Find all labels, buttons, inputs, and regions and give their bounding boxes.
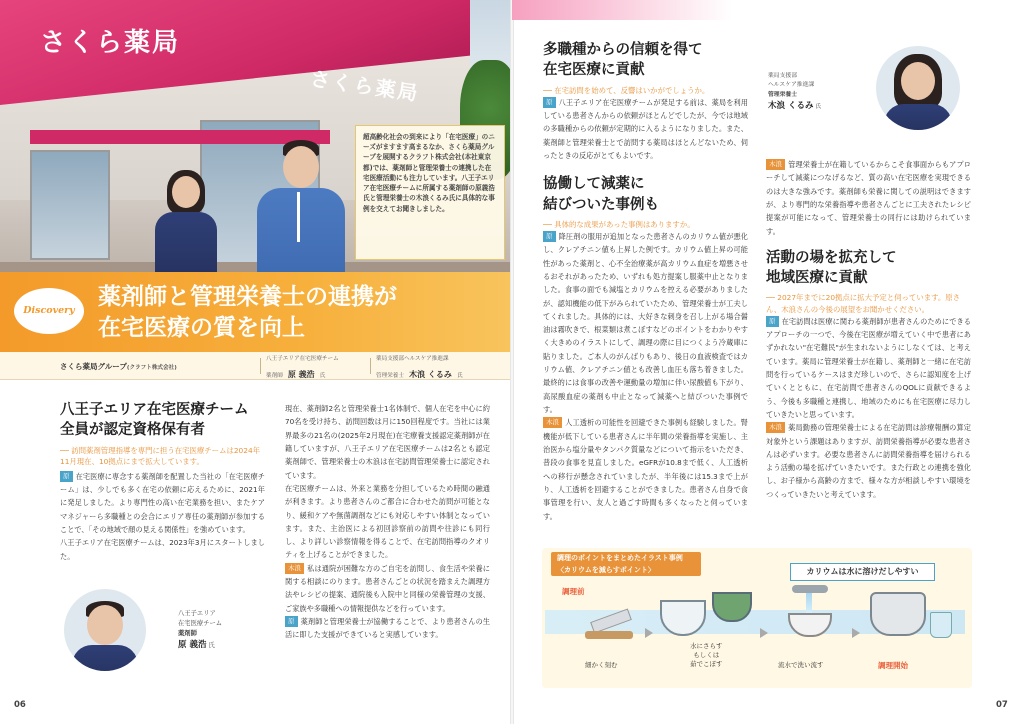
speaker-tag-hara: 原 — [543, 97, 556, 108]
section-heading — [766, 248, 971, 289]
section-heading — [543, 40, 748, 81]
profile-dept: 在宅医療チーム — [178, 620, 223, 628]
person-hara — [255, 140, 345, 290]
spine — [510, 0, 514, 724]
speaker-tag-hara: 原 — [543, 231, 556, 242]
label-step2-line: 水にさらす — [690, 642, 723, 650]
profile-card-kinami — [768, 44, 958, 132]
label-step1: 細かく刻む — [585, 661, 618, 669]
illustration-header-line: 〈カリウムを減らすポイント〉 — [557, 566, 655, 574]
paragraph: 在宅医療チームは、外来と業務を分担しているため時間の融通が利きます。より患者さんのご都合に合わせた訪問が可能となり、緩和ケアや無菌調剤などにも対応しやすい体制となっています。また、主治医による初回診察前の訪問や往診にも同行し、より詳しい診察情報を得ることで、在宅訪問指導のクオリティを上げることができました。 — [285, 483, 490, 560]
paragraph-text: 薬剤師と管理栄養士が協働することで、より患者さんの生活に即した支援ができていると実感しています。 — [285, 617, 490, 640]
heading-line: 在宅医療に貢献 — [543, 62, 645, 79]
profile-dept: 薬局支援部 — [768, 73, 797, 79]
speaker-tag-hara: 原 — [60, 471, 73, 482]
illustration-callout: カリウムは水に溶けだしやすい — [790, 563, 935, 581]
avatar-kinami — [876, 46, 960, 130]
paragraph-text: 私は通院が困難な方のご自宅を訪問し、食生活や栄養に関する相談にのります。患者さんごとの状況を踏まえた調理方法やレシピの提案、通院後も入院中と同様の栄養管理の支援、ご家族や多職種への情報提供などを行っています。 — [285, 563, 490, 613]
paragraph — [766, 315, 971, 422]
credit-person-1 — [266, 354, 339, 381]
title-line-1: 薬剤師と管理栄養士の連携が — [98, 284, 397, 310]
section-question: ── 2027年までに20拠点に拡大予定と伺っています。原さん、木浪さんの今後の展望をお聞かせください。 — [766, 293, 961, 314]
paragraph — [285, 562, 490, 615]
credit-p2-dept: 薬局支援部ヘルスケア推進課 — [376, 356, 449, 362]
credit-p1-suffix: 氏 — [319, 373, 326, 379]
paragraph-text: 人工透析の可能性を回避できた事例も経験しました。腎機能が低下している患者さんに半年間の栄養指導を実施し、主治医から塩分量やタンパク質量などについて指示をいただき、普段の食事を見直しました。eGFRが10.8まで低く、人工透析への移行が懸念されていましたが、半年後には15.3まで上がり、人工透析を回避することができました。患者さん自身で食事管理を行い、友人と過ごす時間も多くなったと伺っています。 — [543, 418, 748, 521]
credit-group-name: さくら薬局グループ — [60, 362, 127, 371]
paragraph-text: 降圧剤の服用が追加となった患者さんのカリウム値が悪化し、クレアチニン値も上昇した例です。カリウム値上昇の可能性があった薬剤と、心不全治療薬が高カリウム血症を増悪させるおそれがあったため、いずれも処方提案し服薬中止となりました。食事の面でも減塩とカリウムを控える必要がありましたが、認知機能の低下がみられていたため、管理栄養士が工夫してくれました。具体的には、大好きな刺身を召し上がる場合醤油は霧吹きで、根菜類は煮こぼすなどのポイントをわかりやすく大きめのイラストにして、調理の際に目につくよう冷蔵庫に貼りました。ご本人のがんばりもあり、後日の血液検査ではカリウム値、クレアチニン値とも改善し血圧も落ち着きました。最終的には食事の改善や運動量の増加に伴い尿酸値も下がり、高尿酸血症の薬剤も中止となって減薬へと結びついた事例です。 — [543, 231, 748, 415]
cup-icon — [930, 612, 952, 638]
paragraph — [766, 158, 971, 238]
label-step3: 流水で洗い流す — [778, 661, 824, 669]
profile-name: 原 義浩 — [178, 640, 207, 651]
page-title — [98, 282, 397, 344]
credit-group — [60, 361, 177, 372]
arrow-right-icon — [645, 628, 653, 638]
speaker-tag-kinami: 木浪 — [766, 159, 785, 170]
section-heading — [60, 400, 265, 441]
illustration-header — [551, 552, 701, 576]
page-number-left: 06 — [14, 700, 26, 710]
label-before: 調理前 — [562, 587, 585, 596]
credit-p1-name: 原 義浩 — [287, 370, 315, 379]
credit-divider — [260, 358, 261, 374]
section-heading — [543, 174, 748, 215]
left-column-2 — [285, 402, 490, 642]
pharmacy-sign-text: さくら薬局 — [40, 28, 181, 58]
paragraph: 現在、薬剤師2名と管理栄養士1名体制で、個人在宅を中心に約70名を受け持ち、訪問回数は月に150回程度です。当社には業界最多の21名の(2025年2月現在)在宅療養支援認定薬剤師が在籍していますが、八王子エリア在宅医療チームは2名とも認定薬剤師で、管理栄養士の木浪は在宅訪問管理栄養士に認定されています。 — [285, 404, 490, 480]
credit-group-sub: (クラフト株式会社) — [126, 365, 177, 371]
credit-p1-role: 薬剤師 — [266, 373, 283, 379]
arrow-right-icon — [852, 628, 860, 638]
paragraph — [766, 421, 971, 501]
paragraph — [543, 96, 748, 163]
pharmacy-sign-text-2: さくら薬局 — [308, 66, 421, 106]
paragraph — [285, 615, 490, 642]
speaker-tag-kinami: 木浪 — [766, 422, 785, 433]
discovery-badge: Discovery — [14, 288, 84, 334]
paragraph-text: 在宅訪問は医療に関わる薬剤師が患者さんのためにできるアプローチの一つで、今後在宅医療が増えていく中で患者にあずかれない"在宅難民"が生まれないようにしなくては、と考えています。薬局に管理栄養士が在籍し、薬剤師と一緒に在宅訪問を行っているケースはまだ珍しいので、さらに認知度を上げていくとともに、在宅訪問で患者さんのQOLに貢献できるよう、今後も多職種と連携し、地域のためにも在宅医療に尽力していきたいと思っています。 — [766, 316, 971, 419]
heading-line: 八王子エリア在宅医療チーム — [60, 402, 249, 418]
profile-name: 木浪 くるみ — [768, 100, 814, 111]
heading-line: 活動の場を拡充して — [766, 249, 897, 266]
avatar-hara — [64, 589, 146, 671]
title-line-2: 在宅医療の質を向上 — [98, 315, 305, 342]
heading-line: 結びついた事例も — [543, 196, 659, 213]
page-number-right: 07 — [996, 700, 1008, 710]
credit-p2-role: 管理栄養士 — [376, 373, 404, 379]
right-column-1 — [543, 40, 748, 523]
speaker-tag-hara: 原 — [766, 316, 779, 327]
heading-line: 全員が認定資格保有者 — [60, 422, 205, 439]
section-question: ── 訪問薬剤管理指導を専門に担う在宅医療チームは2024年11月現在、10拠点にまで拡大しています。 — [60, 445, 261, 466]
paragraph: 八王子エリア在宅医療チームは、2023年3月にスタートしました。 — [60, 538, 265, 561]
credit-p1-dept: 八王子エリア在宅医療チーム — [266, 356, 339, 362]
heading-line: 協働して減薬に — [543, 176, 645, 193]
paragraph-text: 在宅医療に専念する薬剤師を配置した当社の「在宅医療チーム」は、少しでも多く在宅の依頼に応えるために、2021年に発足しました。より専門性の高い在宅業務を担い、またケアマネジャーら多職種との会合にエリア専任の薬剤師が参加することで、「その地域で顔の見える関係性」を強めています。 — [60, 471, 265, 535]
profile-suffix: 氏 — [208, 642, 215, 650]
heading-line: 多職種からの信頼を得て — [543, 42, 703, 58]
label-step2 — [690, 642, 723, 669]
profile-dept: ヘルスケア推進課 — [768, 82, 815, 89]
profile-card-hara — [60, 585, 270, 685]
paragraph-text: 八王子エリア在宅医療チームが発足する前は、薬局を利用している患者さんからの依頼がほとんどでしたが、今では地域の多職種からの依頼が定期的に入るようになりました。また、薬剤師と管理栄養士とで訪問する薬局はほとんどないため、伺ったときの反応がとてもよいです。 — [543, 97, 748, 160]
left-column-1 — [60, 400, 265, 563]
profile-text — [178, 609, 222, 653]
section-question: ── 在宅訪問を始めて、反響はいかがでしょうか。 — [543, 85, 710, 95]
paragraph-text: 薬局勤務の管理栄養士による在宅訪問は診療報酬の算定対象外という課題はありますが、訪問栄養指導が必要な患者さんは必ずいます。必要な患者さんに訪問栄養指導を届けられるよう活動の場を拡げていきたいです。また行政との連携を強化し、お子様から高齢の方まで、様々な方が相談しやすい環境をつくっていきたいと考えています。 — [766, 423, 971, 499]
knife-icon — [585, 605, 635, 645]
speaker-tag-hara: 原 — [285, 616, 298, 627]
speaker-tag-kinami: 木浪 — [543, 417, 562, 428]
profile-text — [768, 72, 821, 113]
illustration-header-line: 調理のポイントをまとめたイラスト事例 — [557, 554, 683, 562]
profile-dept: 八王子エリア — [178, 610, 216, 617]
heading-line: 地域医療に貢献 — [766, 270, 868, 287]
speaker-tag-kinami: 木浪 — [285, 563, 304, 574]
paragraph — [60, 470, 265, 537]
faucet-icon — [782, 585, 842, 640]
label-start: 調理開始 — [878, 661, 908, 670]
credit-p2-name: 木浪 くるみ — [409, 370, 452, 379]
arrow-right-icon — [760, 628, 768, 638]
right-column-2 — [766, 158, 971, 501]
label-step2-line: もしくは — [693, 651, 720, 660]
section-question: ── 具体的な成果があった事例はありますか。 — [543, 219, 695, 229]
credit-person-2 — [376, 354, 463, 381]
label-step2-line: 茹でこぼす — [690, 660, 723, 669]
profile-role: 管理栄養士 — [768, 91, 797, 98]
profile-role: 薬剤師 — [178, 630, 197, 638]
top-accent — [512, 0, 732, 20]
paragraph — [543, 416, 748, 523]
credit-p2-suffix: 氏 — [456, 373, 463, 379]
credit-divider — [370, 358, 371, 374]
paragraph — [543, 230, 748, 416]
cooking-pot-icon — [870, 592, 926, 636]
paragraph-text: 管理栄養士が在籍しているからこそ食事面からもアプローチして減薬につなげるなど、質の高い在宅医療を実現できるのは大きな強みです。薬剤師も栄養に関しての説明はできますが、より専門的な栄養指導や患者さんごとに工夫されたレシピ提案が可能になって、管理栄養士の同行には助けられています。 — [766, 160, 971, 236]
store-window — [30, 150, 110, 260]
intro-text-box: 超高齢化社会の到来により「在宅医療」のニーズがますます高まるなか、さくら薬局グループを展開するクラフト株式会社(本社東京都)では、薬剤師と管理栄養士の連携した在宅医療活動にも注力しています。八王子エリア在宅医療チームに所属する薬剤師の原義浩氏と管理栄養士の木浪くるみ氏に具体的な事例を交えてお聞きしました。 — [355, 125, 505, 260]
profile-suffix: 氏 — [815, 103, 822, 110]
